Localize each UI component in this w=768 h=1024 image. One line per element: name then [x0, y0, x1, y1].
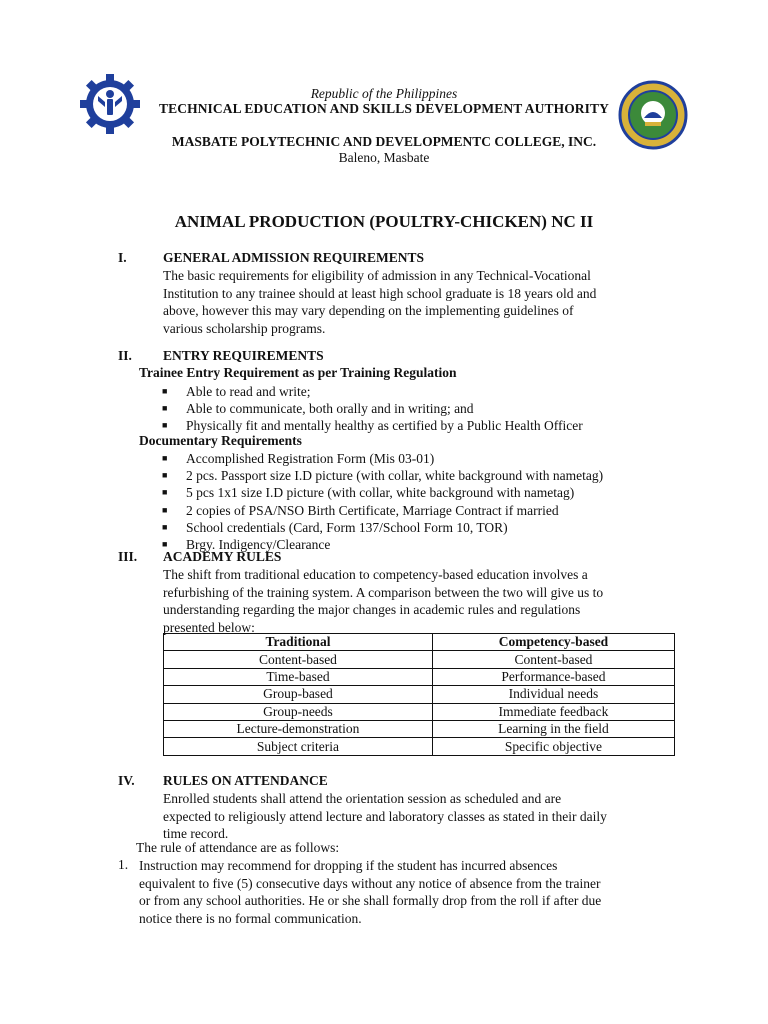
trainee-entry-heading: Trainee Entry Requirement as per Training Regulation	[139, 365, 457, 380]
table-cell: Performance-based	[432, 668, 674, 685]
documentary-requirements-list	[160, 450, 603, 553]
table-cell: Immediate feedback	[432, 703, 674, 720]
republic-line: Republic of the Philippines	[310, 86, 458, 101]
trainee-requirements-list	[160, 383, 583, 435]
section-title-general: GENERAL ADMISSION REQUIREMENTS	[163, 250, 425, 265]
college-location: Baleno, Masbate	[338, 150, 430, 165]
section-title-attendance: RULES ON ATTENDANCE	[163, 773, 328, 788]
attendance-intro: The rule of attendance are as follows:	[136, 840, 340, 855]
academy-paragraph	[163, 566, 674, 636]
list-item: ■ Brgy. Indigency/Clearance	[162, 536, 331, 552]
table-cell: Content-based	[164, 651, 433, 668]
document-title: ANIMAL PRODUCTION (POULTRY-CHICKEN) NC II	[174, 212, 594, 231]
text-line: presented below:	[163, 619, 255, 635]
table-cell: Specific objective	[432, 738, 674, 755]
comparison-table	[163, 633, 675, 756]
table-row	[164, 720, 675, 737]
list-item: ■ School credentials (Card, Form 137/School Form 10, TOR)	[162, 519, 508, 535]
list-number: 1.	[118, 857, 129, 872]
text-line: notice there is no formal communication.	[139, 910, 362, 926]
table-cell: Learning in the field	[432, 720, 674, 737]
attendance-paragraph	[163, 790, 674, 843]
table-cell: Individual needs	[432, 686, 674, 703]
table-row	[164, 738, 675, 755]
bullet-icon: ■	[162, 403, 168, 414]
table-header-row	[164, 634, 675, 651]
table-row	[164, 686, 675, 703]
agency-name: TECHNICAL EDUCATION AND SKILLS DEVELOPMENT AUTHORITY	[159, 101, 609, 116]
table-row	[164, 651, 675, 668]
bullet-icon: ■	[162, 521, 168, 532]
list-item: ■ Able to read and write;	[162, 384, 311, 399]
text-line: refurbishing of the training system. A comparison between the two will give us to	[163, 584, 604, 600]
table-row	[164, 668, 675, 685]
section-number: I.	[118, 250, 127, 265]
text-line: time record.	[163, 826, 229, 841]
section-number: III.	[118, 549, 138, 564]
bullet-icon: ■	[162, 538, 168, 549]
text-line: understanding regarding the major changes in academic rules and regulations	[163, 602, 581, 617]
attendance-rule-1	[139, 857, 674, 927]
table-cell: Group-needs	[164, 703, 433, 720]
text-line: The basic requirements for eligibility of admission in any Technical-Vocational	[163, 268, 591, 283]
text-line: The shift from traditional education to competency-based education involves a	[163, 567, 588, 582]
documentary-heading: Documentary Requirements	[139, 433, 302, 448]
table-cell: Time-based	[164, 668, 433, 685]
list-item: ■ 2 copies of PSA/NSO Birth Certificate, Marriage Contract if married	[162, 502, 559, 518]
bullet-icon: ■	[162, 420, 168, 431]
section-title-academy: ACADEMY RULES	[163, 549, 282, 564]
section-number: II.	[118, 348, 132, 363]
table-header: Competency-based	[432, 634, 674, 651]
list-item: ■ Accomplished Registration Form (Mis 03-01)	[162, 451, 435, 466]
bullet-icon: ■	[162, 453, 168, 463]
text-line: or from any school authorities. He or she shall formally drop from the roll if after due	[139, 893, 602, 908]
table-header: Traditional	[164, 634, 433, 651]
bullet-icon: ■	[162, 487, 168, 498]
text-line: expected to religiously attend lecture and laboratory classes as stated in their daily	[163, 808, 607, 824]
college-name: MASBATE POLYTECHNIC AND DEVELOPMENTC COLLEGE, INC.	[171, 134, 597, 149]
general-paragraph	[163, 267, 674, 337]
bullet-icon: ■	[162, 470, 168, 481]
text-line: equivalent to five (5) consecutive days without any notice of absence from the trainer	[139, 875, 601, 891]
table-row	[164, 703, 675, 720]
text-line: various scholarship programs.	[163, 320, 326, 336]
section-title-entry: ENTRY REQUIREMENTS	[163, 348, 324, 363]
list-item: ■ Physically fit and mentally healthy as certified by a Public Health Officer	[162, 418, 583, 434]
table-cell: Subject criteria	[164, 738, 433, 755]
table-cell: Content-based	[432, 651, 674, 668]
text-line: Enrolled students shall attend the orientation session as scheduled and are	[163, 791, 562, 806]
text-line: Institution to any trainee should at least high school graduate is 18 years old and	[163, 285, 597, 301]
list-item: ■ Able to communicate, both orally and in writing; and	[162, 401, 474, 417]
list-item: ■ 5 pcs 1x1 size I.D picture (with collar, white background with nametag)	[162, 485, 575, 501]
bullet-icon: ■	[162, 386, 168, 396]
section-number: IV.	[118, 773, 135, 788]
list-item: ■ 2 pcs. Passport size I.D picture (with collar, white background with nametag)	[162, 468, 604, 484]
table-cell: Group-based	[164, 686, 433, 703]
table-cell: Lecture-demonstration	[164, 720, 433, 737]
text-line: above, however this may vary depending on the implementing guidelines of	[163, 303, 574, 318]
text-line: Instruction may recommend for dropping if the student has incurred absences	[139, 858, 558, 873]
bullet-icon: ■	[162, 504, 168, 515]
